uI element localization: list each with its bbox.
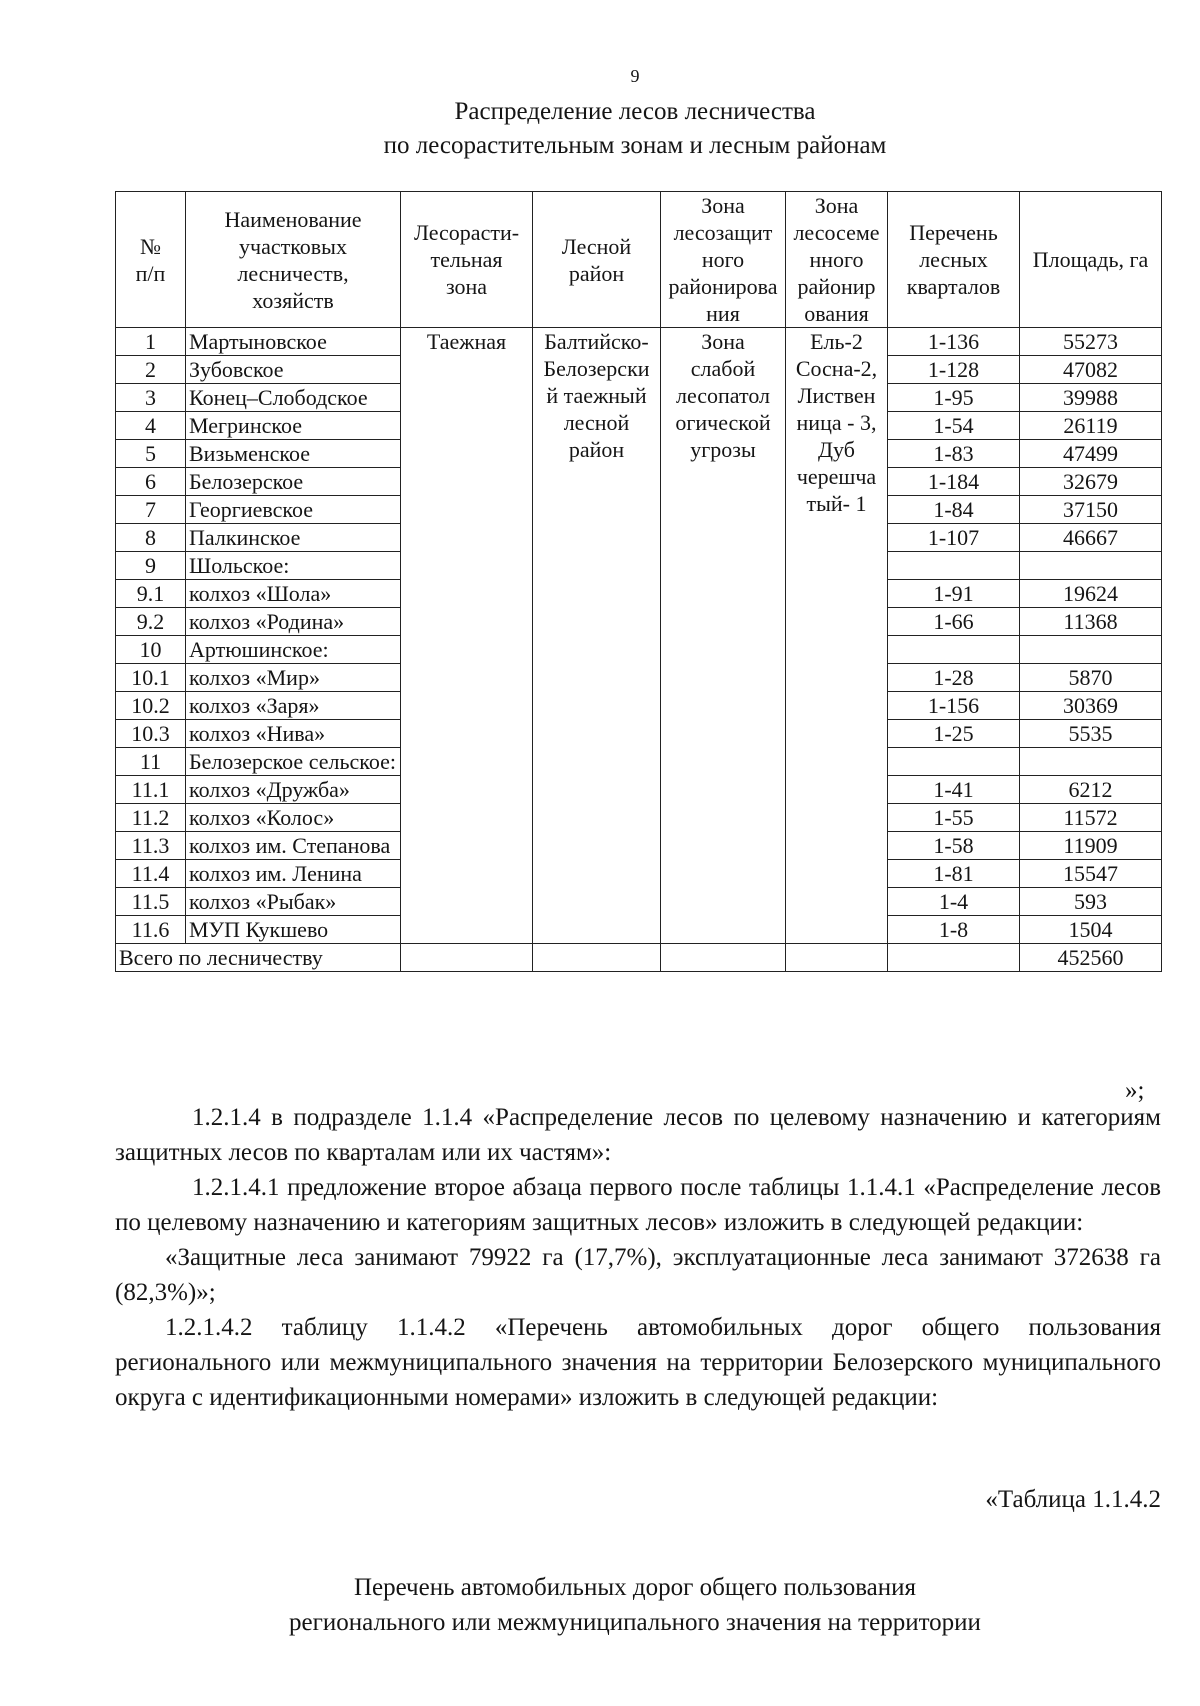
row-area: 47082 (1020, 356, 1162, 384)
row-num: 11.3 (116, 832, 186, 860)
row-num: 9.2 (116, 608, 186, 636)
row-area: 19624 (1020, 580, 1162, 608)
row-num: 8 (116, 524, 186, 552)
row-num: 11.2 (116, 804, 186, 832)
header-area: Площадь, га (1020, 192, 1162, 328)
row-quarters: 1-41 (888, 776, 1020, 804)
row-quarters: 1-58 (888, 832, 1020, 860)
header-seed-zone: Зона лесосеме нного районир ования (786, 192, 888, 328)
row-num: 9 (116, 552, 186, 580)
row-quarters: 1-84 (888, 496, 1020, 524)
row-quarters: 1-8 (888, 916, 1020, 944)
row-area: 32679 (1020, 468, 1162, 496)
row-name: Визьменское (186, 440, 401, 468)
row-quarters: 1-54 (888, 412, 1020, 440)
header-district: Лесной район (533, 192, 661, 328)
header-num: № п/п (116, 192, 186, 328)
row-num: 10.1 (116, 664, 186, 692)
row-area: 5535 (1020, 720, 1162, 748)
total-empty-cell (533, 944, 661, 972)
row-name: Мегринское (186, 412, 401, 440)
header-protection-zone: Зона лесозащит ного районирова ния (661, 192, 786, 328)
row-quarters: 1-25 (888, 720, 1020, 748)
merged-seed-zone: Ель-2 Сосна-2, Листвен ница - 3, Дуб черешча тый- 1 (786, 328, 888, 944)
table-body (116, 328, 1162, 972)
row-name: колхоз «Мир» (186, 664, 401, 692)
paragraph-2: 1.2.1.4.1 предложение второе абзаца первого после таблицы 1.1.4.1 «Распределение лесов по целевому назначению и категориям защитных лесов» изложить в следующей редакции: (115, 1174, 1161, 1236)
row-quarters: 1-66 (888, 608, 1020, 636)
total-empty-cell (888, 944, 1020, 972)
body-text (115, 1100, 1161, 1415)
row-name: колхоз «Нива» (186, 720, 401, 748)
header-name: Наименование участковых лесничеств, хозяйств (186, 192, 401, 328)
row-quarters: 1-55 (888, 804, 1020, 832)
row-name: Мартыновское (186, 328, 401, 356)
row-area (1020, 552, 1162, 580)
row-area: 6212 (1020, 776, 1162, 804)
header-quarters: Перечень лесных кварталов (888, 192, 1020, 328)
row-name: Конец–Слободское (186, 384, 401, 412)
row-num: 7 (116, 496, 186, 524)
row-area: 593 (1020, 888, 1162, 916)
row-name: Белозерское сельское: (186, 748, 401, 776)
row-area: 47499 (1020, 440, 1162, 468)
row-area: 11368 (1020, 608, 1162, 636)
table-header-row (116, 192, 1162, 328)
row-area: 11572 (1020, 804, 1162, 832)
row-num: 1 (116, 328, 186, 356)
row-area: 55273 (1020, 328, 1162, 356)
paragraph-1: 1.2.1.4 в подразделе 1.1.4 «Распределение лесов по целевому назначению и категориям защитных лесов по кварталам или их частям»: (115, 1104, 1161, 1166)
table-title-line-2: по лесорастительным зонам и лесным районам (383, 132, 887, 159)
row-name: колхоз им. Ленина (186, 860, 401, 888)
row-area: 37150 (1020, 496, 1162, 524)
row-area: 46667 (1020, 524, 1162, 552)
total-row (116, 944, 1162, 972)
row-quarters: 1-4 (888, 888, 1020, 916)
row-num: 11 (116, 748, 186, 776)
row-num: 10.2 (116, 692, 186, 720)
row-num: 6 (116, 468, 186, 496)
merged-zone: Таежная (401, 328, 533, 944)
table-title-line-1: Распределение лесов лесничества (454, 98, 816, 125)
row-name: Белозерское (186, 468, 401, 496)
row-quarters (888, 552, 1020, 580)
forest-distribution-table (115, 191, 1162, 972)
row-quarters: 1-28 (888, 664, 1020, 692)
row-area: 26119 (1020, 412, 1162, 440)
paragraph-4: 1.2.1.4.2 таблицу 1.1.4.2 «Перечень автомобильных дорог общего пользования регионального или межмуниципального значения на территории Белозерского муниципального округа с идентификационными номерами» изложить в следующей редакции: (115, 1314, 1161, 1411)
row-num: 11.4 (116, 860, 186, 888)
row-name: колхоз «Рыбак» (186, 888, 401, 916)
row-quarters: 1-136 (888, 328, 1020, 356)
row-name: колхоз «Колос» (186, 804, 401, 832)
row-area: 5870 (1020, 664, 1162, 692)
table-label: «Таблица 1.1.4.2 (985, 1486, 1161, 1513)
row-area: 39988 (1020, 384, 1162, 412)
row-quarters: 1-184 (888, 468, 1020, 496)
row-quarters: 1-128 (888, 356, 1020, 384)
row-quarters: 1-95 (888, 384, 1020, 412)
row-quarters (888, 636, 1020, 664)
row-num: 5 (116, 440, 186, 468)
row-name: колхоз «Родина» (186, 608, 401, 636)
row-area: 11909 (1020, 832, 1162, 860)
row-quarters (888, 748, 1020, 776)
page-number: 9 (630, 66, 640, 86)
row-name: Артюшинское: (186, 636, 401, 664)
closing-quote: »; (1125, 1077, 1145, 1104)
row-num: 10 (116, 636, 186, 664)
paragraph-3: «Защитные леса занимают 79922 га (17,7%), эксплуатационные леса занимают 372638 га (82,3%)»; (115, 1244, 1161, 1306)
total-empty-cell (401, 944, 533, 972)
row-name: колхоз «Заря» (186, 692, 401, 720)
row-quarters: 1-156 (888, 692, 1020, 720)
row-name: МУП Кукшево (186, 916, 401, 944)
row-num: 11.5 (116, 888, 186, 916)
row-num: 9.1 (116, 580, 186, 608)
row-quarters: 1-83 (888, 440, 1020, 468)
row-name: колхоз «Дружба» (186, 776, 401, 804)
row-area (1020, 636, 1162, 664)
merged-district: Балтийско- Белозерски й таежный лесной район (533, 328, 661, 944)
row-quarters: 1-81 (888, 860, 1020, 888)
row-name: Шольское: (186, 552, 401, 580)
row-name: Зубовское (186, 356, 401, 384)
table-row (116, 328, 1162, 356)
roads-title-line-1: Перечень автомобильных дорог общего пользования (353, 1574, 917, 1601)
header-zone: Лесорасти- тельная зона (401, 192, 533, 328)
row-num: 11.1 (116, 776, 186, 804)
row-area: 15547 (1020, 860, 1162, 888)
row-num: 11.6 (116, 916, 186, 944)
row-name: Палкинское (186, 524, 401, 552)
row-area (1020, 748, 1162, 776)
merged-protection-zone: Зона слабой лесопатол огической угрозы (661, 328, 786, 944)
row-name: Георгиевское (186, 496, 401, 524)
row-area: 1504 (1020, 916, 1162, 944)
roads-title-line-2: регионального или межмуниципального значения на территории (289, 1609, 981, 1636)
total-label: Всего по лесничеству (116, 944, 401, 972)
total-empty-cell (786, 944, 888, 972)
row-quarters: 1-91 (888, 580, 1020, 608)
row-name: колхоз им. Степанова (186, 832, 401, 860)
row-area: 30369 (1020, 692, 1162, 720)
row-num: 2 (116, 356, 186, 384)
total-empty-cell (661, 944, 786, 972)
total-area: 452560 (1020, 944, 1162, 972)
row-num: 4 (116, 412, 186, 440)
row-quarters: 1-107 (888, 524, 1020, 552)
row-name: колхоз «Шола» (186, 580, 401, 608)
row-num: 3 (116, 384, 186, 412)
row-num: 10.3 (116, 720, 186, 748)
